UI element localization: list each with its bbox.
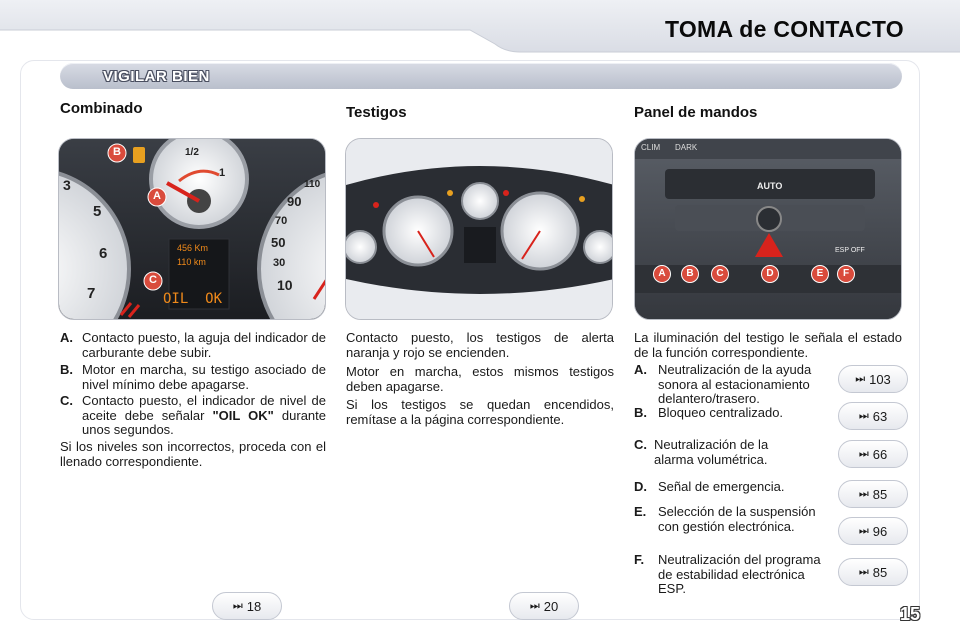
ref-20-label: 20 bbox=[543, 598, 559, 614]
testigos-paragraph-2: Motor en marcha, estos mismos testigos deben apagarse. bbox=[346, 364, 614, 394]
ref-103-label: 103 bbox=[869, 371, 891, 387]
fuel-full-label: 1 bbox=[219, 167, 226, 179]
badge-a: A bbox=[153, 190, 161, 202]
ref-20-button[interactable] bbox=[509, 592, 579, 620]
panel-intro: La iluminación del testigo le señala el estado de la función correspondiente. bbox=[634, 330, 902, 360]
speed-tick-30: 30 bbox=[273, 257, 286, 269]
ref-85-esp-label: 85 bbox=[872, 564, 888, 580]
ref-96-label: 96 bbox=[872, 523, 888, 539]
combinado-photo bbox=[58, 138, 326, 320]
combinado-item-a-key: A. bbox=[60, 330, 73, 345]
ref-63-label: 63 bbox=[872, 408, 888, 424]
esp-label: ESP OFF bbox=[835, 247, 865, 254]
panel-item-b-key: B. bbox=[634, 405, 647, 420]
panel-button-a bbox=[653, 265, 671, 283]
rpm-tick-5: 5 bbox=[93, 203, 102, 220]
panel-button-d-label: D bbox=[766, 268, 774, 279]
panel-item-f-text: Neutralización del programa de estabilidad electrónica ESP. bbox=[658, 552, 821, 596]
panel-item-d-text: Señal de emergencia. bbox=[658, 479, 785, 494]
panel-button-f bbox=[837, 265, 855, 283]
panel-photo bbox=[634, 138, 902, 320]
ref-66-button[interactable] bbox=[838, 440, 908, 468]
panel-item-c-key: C. bbox=[634, 437, 647, 452]
combinado-item-a-text: Contacto puesto, la aguja del indicador de carburante debe subir. bbox=[82, 330, 326, 360]
panel-button-b-label: B bbox=[686, 268, 694, 279]
combinado-item-b-text: Motor en marcha, su testigo asociado de nivel mínimo debe apagarse. bbox=[82, 362, 326, 392]
skip-forward-icon: ⏭ bbox=[858, 524, 869, 537]
speed-tick-70: 70 bbox=[275, 215, 288, 227]
panel-button-e bbox=[811, 265, 829, 283]
panel-item-e-key: E. bbox=[634, 504, 647, 519]
page-title: TOMA de CONTACTO bbox=[664, 16, 904, 42]
testigos-paragraph-3: Si los testigos se quedan encendidos, remítase a la página correspondiente. bbox=[346, 397, 614, 427]
ref-63-button[interactable] bbox=[838, 402, 908, 430]
skip-forward-icon: ⏭ bbox=[858, 409, 869, 422]
speed-tick-90: 90 bbox=[287, 194, 302, 209]
panel-button-f-label: F bbox=[842, 268, 850, 279]
skip-forward-icon: ⏭ bbox=[858, 487, 869, 500]
speed-tick-110: 110 bbox=[304, 179, 321, 190]
panel-button-c bbox=[711, 265, 729, 283]
panel-button-b bbox=[681, 265, 699, 283]
testigos-paragraph-1: Contacto puesto, los testigos de alerta naranja y rojo se encienden. bbox=[346, 330, 614, 360]
rpm-tick-6: 6 bbox=[99, 245, 108, 262]
auto-label: AUTO bbox=[757, 181, 783, 191]
combinado-item-c-text-1: Contacto puesto, el indicador de nivel de aceite debe señalar bbox=[82, 393, 326, 423]
dark-label: DARK bbox=[675, 143, 698, 152]
trip-display: 110 km bbox=[177, 257, 206, 267]
badge-c: C bbox=[149, 274, 157, 286]
ref-18-button[interactable] bbox=[212, 592, 282, 620]
ref-85-emergency-label: 85 bbox=[872, 486, 888, 502]
panel-item-c-text: Neutralización de la alarma volumétrica. bbox=[654, 437, 769, 467]
panel-button-c-label: C bbox=[716, 268, 724, 279]
ref-96-button[interactable] bbox=[838, 517, 908, 545]
panel-item-b-text: Bloqueo centralizado. bbox=[658, 405, 784, 420]
panel-button-d bbox=[761, 265, 779, 283]
skip-forward-icon: ⏭ bbox=[855, 372, 866, 385]
skip-forward-icon: ⏭ bbox=[858, 447, 869, 460]
panel-item-e-text: Selección de la suspensión con gestión electrónica. bbox=[658, 504, 816, 534]
clim-label: CLIM bbox=[641, 143, 661, 152]
testigos-photo bbox=[345, 138, 613, 320]
fuel-half-label: 1/2 bbox=[185, 147, 199, 158]
speed-tick-10: 10 bbox=[277, 277, 293, 293]
combinado-item-c-text-2: durante unos segundos. bbox=[82, 407, 326, 437]
range-display: 456 Km bbox=[177, 243, 209, 253]
ref-66-label: 66 bbox=[872, 446, 888, 462]
panel-item-a-key: A. bbox=[634, 362, 647, 377]
ref-103-button[interactable] bbox=[838, 365, 908, 393]
skip-forward-icon: ⏭ bbox=[858, 565, 869, 578]
oil-display: OIL OK bbox=[163, 291, 223, 307]
combinado-footer-text: Si los niveles son incorrectos, proceda con el llenado correspondiente. bbox=[60, 439, 326, 469]
panel-item-a-text: Neutralización de la ayuda sonora al estacionamiento delantero/trasero. bbox=[658, 362, 812, 406]
panel-item-d-key: D. bbox=[634, 479, 647, 494]
skip-forward-icon: ⏭ bbox=[232, 599, 243, 612]
combinado-item-c-oil: "OIL OK" bbox=[212, 407, 274, 423]
page-number: 15 bbox=[899, 604, 920, 624]
ref-85-esp-button[interactable] bbox=[838, 558, 908, 586]
rpm-tick-3: 3 bbox=[63, 177, 71, 193]
panel-button-e-label: E bbox=[816, 268, 824, 279]
panel-button-a-label: A bbox=[658, 268, 666, 279]
rpm-tick-7: 7 bbox=[87, 285, 96, 302]
speed-tick-50: 50 bbox=[271, 235, 286, 250]
ref-18-label: 18 bbox=[246, 598, 262, 614]
heading-combinado: Combinado bbox=[60, 100, 143, 117]
heading-testigos: Testigos bbox=[346, 104, 407, 121]
combinado-item-c-text bbox=[82, 394, 326, 438]
badge-b: B bbox=[113, 146, 121, 158]
combinado-item-b-key: B. bbox=[60, 362, 73, 377]
skip-forward-icon: ⏭ bbox=[529, 599, 540, 612]
ref-85-emergency-button[interactable] bbox=[838, 480, 908, 508]
panel-item-f-key: F. bbox=[634, 552, 645, 567]
section-label: VIGILAR BIEN bbox=[103, 68, 210, 85]
heading-panel: Panel de mandos bbox=[634, 104, 758, 121]
combinado-item-c-key: C. bbox=[60, 393, 73, 408]
